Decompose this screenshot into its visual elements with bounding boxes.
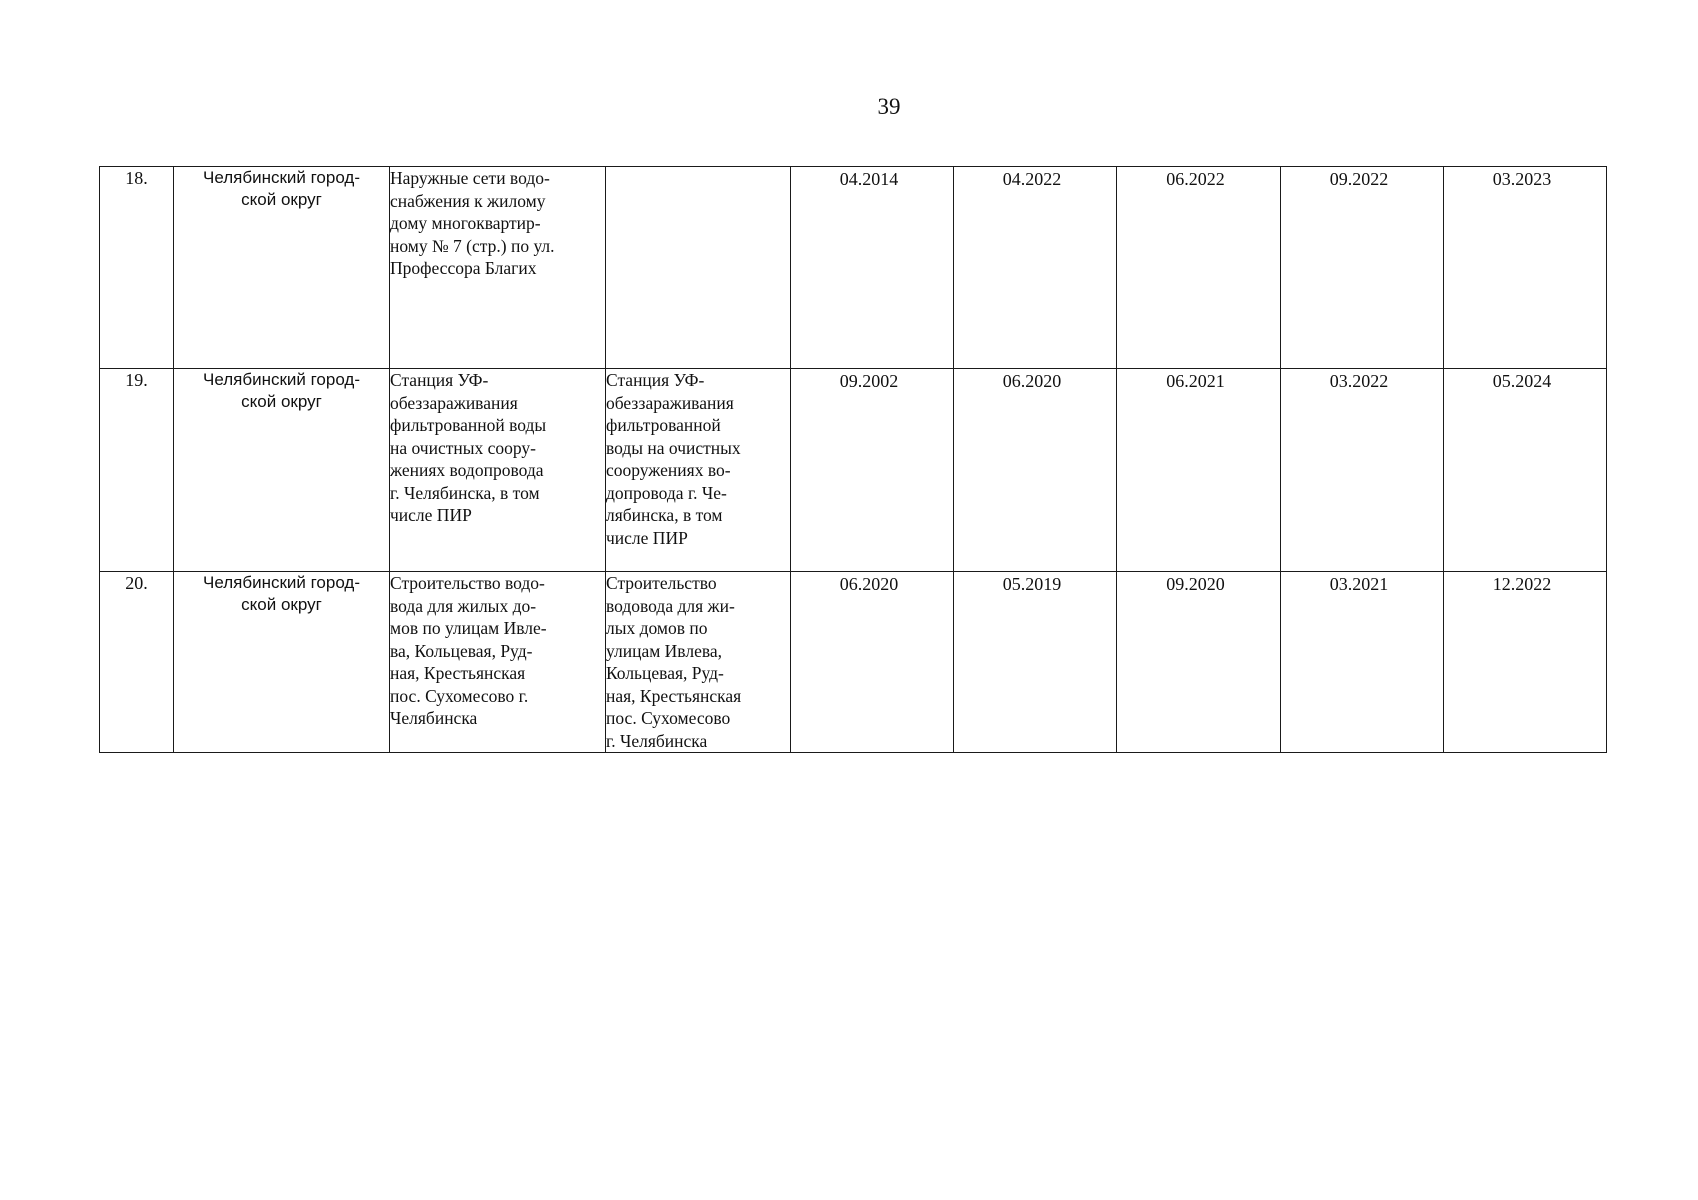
object-detail-cell: [606, 572, 791, 753]
table-row: [100, 167, 1607, 369]
object-name-cell: [390, 572, 606, 753]
date-cell-1: [791, 167, 954, 369]
date-value: 04.2022: [1002, 169, 1062, 189]
object-detail-cell: [606, 369, 791, 572]
object-name-cell-line: ному № 7 (стр.) по ул.: [390, 235, 555, 256]
date-cell-1: [791, 369, 954, 572]
date-value: 03.2023: [1492, 169, 1552, 189]
object-name-cell-line: г. Челябинска, в том: [390, 482, 540, 503]
date-cell-3: [1117, 572, 1281, 753]
date-cell-3: [1117, 369, 1281, 572]
table-row: [100, 572, 1607, 753]
table-row: [100, 369, 1607, 572]
object-detail-cell-line: числе ПИР: [606, 527, 688, 548]
object-name-cell-line: ная, Крестьянская: [390, 663, 526, 683]
date-value: 06.2020: [1002, 371, 1062, 391]
page-number: 39: [877, 94, 901, 119]
object-detail-cell-line: сооружениях во-: [606, 460, 731, 480]
date-cell-2: [954, 572, 1117, 753]
object-name-cell-line: Станция УФ-: [390, 370, 489, 390]
object-detail-cell-line: лябинска, в том: [606, 505, 723, 525]
object-name-cell-line: жениях водопровода: [390, 460, 544, 480]
date-value: 03.2021: [1329, 574, 1389, 594]
row-number: 18.: [100, 167, 174, 369]
object-name-cell-line: Наружные сети водо-: [390, 168, 550, 188]
object-detail-cell-line: улицам Ивлева,: [606, 640, 723, 661]
date-value: 09.2020: [1166, 574, 1225, 594]
date-value: 05.2019: [1002, 574, 1062, 594]
object-name-cell: [390, 369, 606, 572]
object-detail-cell-line: допровода г. Че-: [606, 482, 727, 503]
object-detail-cell: [606, 167, 791, 369]
district-cell-line: ской округ: [241, 595, 322, 614]
object-name-cell-line: числе ПИР: [390, 505, 472, 525]
object-name-cell-line: обеззараживания: [390, 392, 518, 413]
date-cell-3: [1117, 167, 1281, 369]
object-name-cell-line: дому многоквартир-: [390, 213, 541, 233]
object-detail-cell-line: Строительство: [606, 573, 717, 593]
date-value: 06.2021: [1166, 371, 1225, 391]
object-name-cell: [390, 167, 606, 369]
date-value: 06.2020: [839, 574, 899, 594]
date-value: 06.2022: [1166, 169, 1225, 189]
object-name-cell-line: на очистных соору-: [390, 437, 536, 458]
date-value: 09.2022: [1329, 169, 1389, 189]
object-detail-cell-line: лых домов по: [606, 618, 708, 638]
date-cell-1: [791, 572, 954, 753]
district-cell-line: ской округ: [241, 190, 322, 209]
date-cell-2: [954, 369, 1117, 572]
date-cell-5: [1444, 572, 1607, 753]
row-number: 19.: [100, 369, 174, 572]
object-name-cell-line: Строительство водо-: [390, 573, 545, 593]
date-cell-5: [1444, 369, 1607, 572]
object-name-cell-line: фильтрованной воды: [390, 415, 547, 435]
district-cell: [174, 167, 390, 369]
object-detail-cell-line: фильтрованной: [606, 415, 721, 435]
object-detail-cell-line: Кольцевая, Руд-: [606, 663, 724, 683]
object-name-cell-line: снабжения к жилому: [390, 190, 546, 211]
object-name-cell-line: Челябинска: [390, 708, 478, 728]
district-cell: [174, 572, 390, 753]
district-cell-line: Челябинский город-: [202, 573, 361, 592]
table-body: [100, 167, 1607, 753]
date-value: 03.2022: [1329, 371, 1389, 391]
projects-table: [99, 166, 1607, 753]
object-name-cell-line: вода для жилых до-: [390, 595, 537, 616]
object-detail-cell-line: Станция УФ-: [606, 370, 705, 390]
object-name-cell-line: ва, Кольцевая, Руд-: [390, 640, 533, 661]
object-name-cell-line: пос. Сухомесово г.: [390, 685, 529, 706]
object-name-cell-line: Профессора Благих: [390, 258, 537, 278]
date-cell-4: [1281, 572, 1444, 753]
object-detail-cell-line: обеззараживания: [606, 392, 734, 413]
date-cell-5: [1444, 167, 1607, 369]
district-cell: [174, 369, 390, 572]
date-value: 04.2014: [839, 169, 899, 189]
date-cell-2: [954, 167, 1117, 369]
date-value: 12.2022: [1492, 574, 1552, 594]
object-name-cell-line: мов по улицам Ивле-: [390, 618, 547, 638]
district-cell-line: Челябинский город-: [202, 370, 361, 389]
object-detail-cell-line: г. Челябинска: [606, 730, 708, 751]
object-detail-cell-line: водовода для жи-: [606, 595, 735, 616]
district-cell-line: ской округ: [241, 392, 322, 411]
object-detail-cell-line: воды на очистных: [606, 437, 741, 458]
object-detail-cell-line: пос. Сухомесово: [606, 708, 731, 728]
date-value: 09.2002: [839, 371, 899, 391]
district-cell-line: Челябинский город-: [202, 168, 361, 187]
date-cell-4: [1281, 369, 1444, 572]
row-number: 20.: [100, 572, 174, 753]
object-detail-cell-line: ная, Крестьянская: [606, 685, 742, 706]
date-value: 05.2024: [1492, 371, 1552, 391]
date-cell-4: [1281, 167, 1444, 369]
